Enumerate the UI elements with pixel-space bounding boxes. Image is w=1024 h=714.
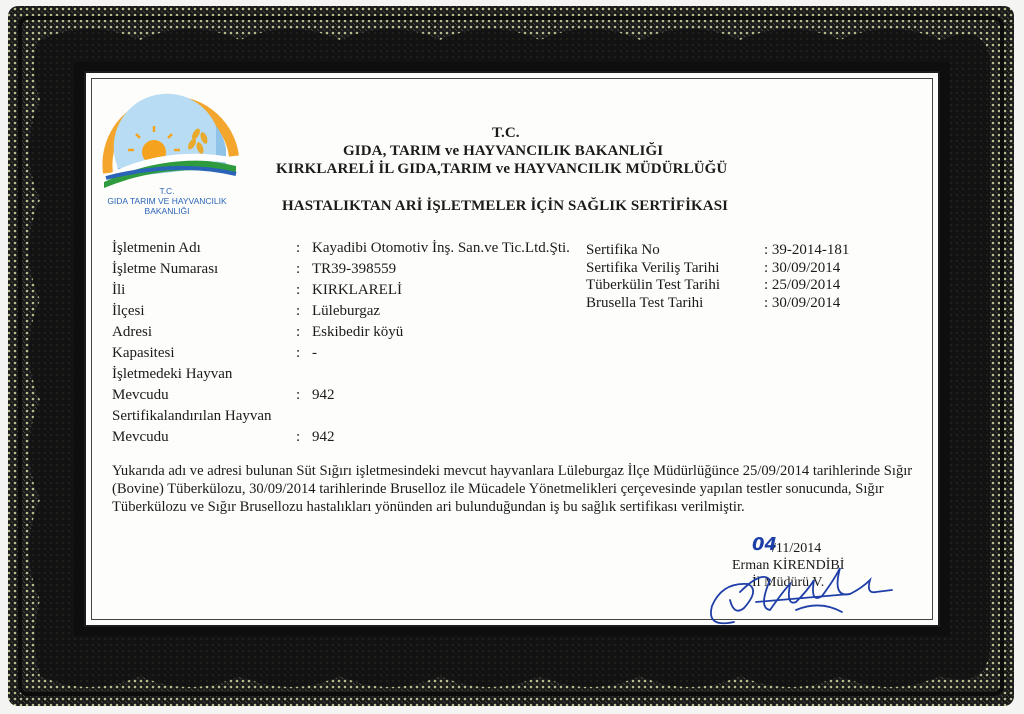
- logo-caption-ministry: GIDA TARIM VE HAYVANCILIK: [107, 196, 227, 206]
- header-directorate: KIRKLARELİ İL GIDA,TARIM ve HAYVANCILIK MÜDÜRLÜĞÜ: [276, 161, 728, 177]
- logo-caption: [96, 186, 238, 216]
- value-province: KIRKLARELİ: [312, 282, 402, 298]
- signatory-name: Erman KİRENDİBİ: [732, 558, 845, 573]
- label-district: İlçesi: [112, 303, 145, 319]
- header-ministry: GIDA, TARIM ve HAYVANCILIK BAKANLIĞI: [343, 143, 664, 159]
- label-issue-date: Sertifika Veriliş Tarihi: [586, 260, 720, 276]
- header-tc: T.C.: [492, 125, 520, 141]
- signatory-title: İl Müdürü V.: [752, 575, 825, 590]
- label-address: Adresi: [112, 324, 152, 340]
- label-business-name: İşletmenin Adı: [112, 240, 201, 256]
- label-capacity: Kapasitesi: [112, 345, 175, 361]
- label-tuberculin-date: Tüberkülin Test Tarihi: [586, 277, 720, 293]
- handwritten-day: 04: [752, 534, 778, 555]
- certificate-statement: Yukarıda adı ve adresi bulunan Süt Sığırı işletmesindeki mevcut hayvanlara Lüleburgaz İlçe Müdürlüğünce 25/09/2014 tarihlerinde Sığır (Bovine) Tüberkülozu, 30/09/2014 tarihlerinde Bruselloz ile Mücadele Yönetmelikleri çerçevesinde yapılan testler sonucunda, Sığır Tüberkülozu ve Sığır Brusellozu hastalıkları yönünden ari bulunduğundan iş bu sağlık sertifikası verilmiştir.: [112, 463, 913, 515]
- colon: :: [296, 324, 301, 340]
- label-animals-certified-count: Mevcudu: [112, 429, 169, 445]
- colon: :: [296, 240, 301, 256]
- logo-caption-tc: T.C.: [159, 186, 175, 196]
- handwritten-signature: [700, 550, 900, 634]
- label-brucella-date: Brusella Test Tarihi: [586, 295, 704, 311]
- value-business-name: Kayadibi Otomotiv İnş. San.ve Tic.Ltd.Şti.: [312, 240, 570, 256]
- colon: :: [296, 345, 301, 361]
- label-animals-certified: Sertifikalandırılan Hayvan: [112, 408, 272, 424]
- value-brucella-date: : 30/09/2014: [764, 295, 841, 311]
- logo-caption-bakanlik: BAKANLIĞI: [144, 206, 190, 216]
- label-animals-present-count: Mevcudu: [112, 387, 169, 403]
- value-tuberculin-date: : 25/09/2014: [764, 277, 841, 293]
- colon: :: [296, 303, 301, 319]
- colon: :: [296, 387, 301, 403]
- ministry-logo: [96, 78, 241, 190]
- value-address: Eskibedir köyü: [312, 324, 404, 340]
- label-business-number: İşletme Numarası: [112, 261, 219, 277]
- value-issue-date: : 30/09/2014: [764, 260, 841, 276]
- certificate-title: HASTALIKTAN ARİ İŞLETMELER İÇİN SAĞLIK SERTİFİKASI: [282, 198, 729, 214]
- label-province: İli: [112, 282, 126, 298]
- value-business-number: TR39-398559: [312, 261, 397, 277]
- colon: :: [296, 429, 301, 445]
- label-certificate-no: Sertifika No: [586, 242, 660, 258]
- value-animals-present: 942: [312, 387, 335, 403]
- colon: :: [296, 282, 301, 298]
- label-animals-present: İşletmedeki Hayvan: [112, 366, 233, 382]
- value-capacity: -: [312, 345, 317, 361]
- value-animals-certified: 942: [312, 429, 335, 445]
- value-certificate-no: : 39-2014-181: [764, 242, 850, 258]
- colon: :: [296, 261, 301, 277]
- signature-date: /11/2014: [772, 541, 822, 556]
- value-district: Lüleburgaz: [312, 303, 381, 319]
